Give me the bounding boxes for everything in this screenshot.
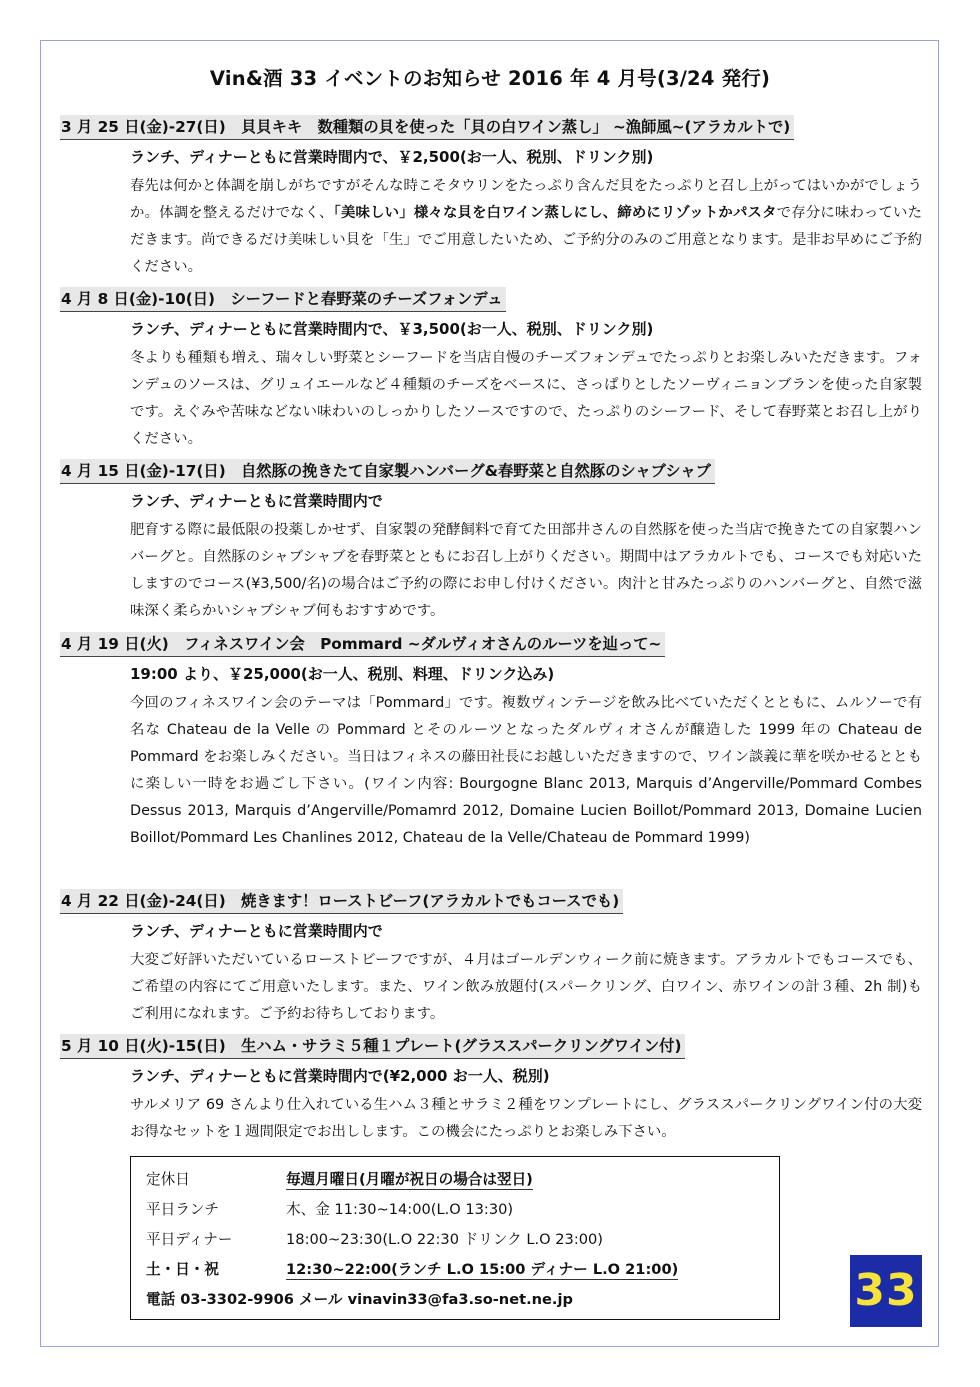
event-section-3 xyxy=(60,459,920,625)
event-price: ランチ、ディナーともに営業時間内で xyxy=(130,922,383,940)
info-value: 18:00~23:30(L.O 22:30 ドリンク L.O 23:00) xyxy=(286,1231,603,1248)
event-heading: 4 月 19 日(火) フィネスワイン会 Pommard ~ダルヴィオさんのルーツを辿って~ xyxy=(60,632,665,657)
event-heading: 5 月 10 日(火)-15(日) 生ハム・サラミ５種１プレート(グラススパークリングワイン付) xyxy=(60,1034,685,1059)
event-description-emphasis: 「美味しい」様々な貝を白ワイン蒸しにし、締めにリゾットかパスタ xyxy=(333,205,777,221)
info-contact-row: 電話 03-3302-9906 メール vinavin33@fa3.so-net.ne.jp xyxy=(146,1291,573,1308)
info-weekend-row xyxy=(146,1258,678,1279)
event-description: サルメリア 69 さんより仕入れている生ハム３種とサラミ２種をワンプレートにし、グラススパークリングワイン付の大変お得なセットを１週間限定でお出しします。この機会にたっぷりとお楽しみ下さい。 xyxy=(130,1097,922,1140)
event-description xyxy=(130,173,922,281)
event-section-2 xyxy=(60,287,920,453)
info-label: 土・日・祝 xyxy=(146,1261,219,1278)
event-heading: 4 月 8 日(金)-10(日) シーフードと春野菜のチーズフォンデュ xyxy=(60,287,506,312)
event-price: 19:00 より、￥25,000(お一人、税別、料理、ドリンク込み) xyxy=(130,665,555,683)
event-heading: 4 月 22 日(金)-24(日) 焼きます！ローストビーフ(アラカルトでもコースでも) xyxy=(60,889,623,914)
event-description: 大変ご好評いただいているローストビーフですが、４月はゴールデンウィーク前に焼きます。アラカルトでもコースでも、ご希望の内容にてご用意いたします。また、ワイン飲み放題付(スパークリング、白ワイン、赤ワインの計３種、2h 制)もご利用になれます。ご予約お待ちしております。 xyxy=(130,952,922,1022)
event-section-6 xyxy=(60,1034,920,1146)
info-label: 平日ディナー xyxy=(146,1231,233,1248)
page-title: Vin&酒 33 イベントのお知らせ 2016 年 4 月号(3/24 発行) xyxy=(209,67,771,90)
event-price: ランチ、ディナーともに営業時間内で xyxy=(130,492,383,510)
info-label: 定休日 xyxy=(146,1171,190,1188)
event-price: ランチ、ディナーともに営業時間内で、￥3,500(お一人、税別、ドリンク別) xyxy=(130,320,654,338)
event-description-text: で存分に味わっていただきます。尚できるだけ美味しい貝を「生」でご用意したいため、ご予約分のみのご用意となります。是非お早めにご予約ください。 xyxy=(130,205,922,275)
event-section-4 xyxy=(60,632,920,852)
event-heading: 3 月 25 日(金)-27(日) 貝貝キキ 数種類の貝を使った「貝の白ワイン蒸し」 ~漁師風~(アラカルトで) xyxy=(60,115,794,140)
info-value: 毎週月曜日(月曜が祝日の場合は翌日) xyxy=(286,1171,533,1188)
info-dinner-row xyxy=(146,1228,603,1249)
event-description: 肥育する際に最低限の投薬しかせず、自家製の発酵飼料で育てた田部井さんの自然豚を使った当店で挽きたての自家製ハンバーグと。自然豚のシャブシャブを春野菜とともにお召し上がりください。期間中はアラカルトでも、コースでも対応いたしますのでコース(¥3,500/名)の場合はご予約の際にお申し付けください。肉汁と甘みたっぷりのハンバーグと、自然で滋味深く柔らかいシャブシャブ何もおすすめです。 xyxy=(130,522,922,619)
info-lunch-row xyxy=(146,1198,513,1219)
event-section-5 xyxy=(60,889,920,1028)
event-description-text: 春先は何かと体調を崩しがちですがそんな時こそタウリンをたっぷり含んだ貝をたっぷりと召し上がってはいかがでしょうか。体調を整えるだけでなく、 xyxy=(130,178,922,221)
event-heading: 4 月 15 日(金)-17(日) 自然豚の挽きたて自家製ハンバーグ&春野菜と自然豚のシャブシャブ xyxy=(60,459,715,484)
event-price: ランチ、ディナーともに営業時間内で(¥2,000 お一人、税別) xyxy=(130,1067,550,1085)
info-value: 12:30~22:00(ランチ L.O 15:00 ディナー L.O 21:00) xyxy=(286,1261,679,1278)
event-price: ランチ、ディナーともに営業時間内で、￥2,500(お一人、税別、ドリンク別) xyxy=(130,148,654,166)
event-description: 冬よりも種類も増え、瑞々しい野菜とシーフードを当店自慢のチーズフォンデュでたっぷりとお楽しみいただきます。フォンデュのソースは、グリュイエールなど４種類のチーズをベースに、さっぱりとしたソーヴィニョンブランを使った自家製です。えぐみや苦味などない味わいのしっかりしたソースですので、たっぷりのシーフード、そして春野菜とお召し上がりください。 xyxy=(130,350,922,447)
event-section-1 xyxy=(60,115,920,281)
info-label: 平日ランチ xyxy=(146,1201,219,1218)
store-info-box xyxy=(130,1156,780,1320)
info-closed-row xyxy=(146,1168,533,1189)
issue-number-badge: 33 xyxy=(850,1255,922,1327)
info-value: 木、金 11:30~14:00(L.O 13:30) xyxy=(286,1201,514,1218)
event-description: 今回のフィネスワイン会のテーマは「Pommard」です。複数ヴィンテージを飲み比べていただくとともに、ムルソーで有名な Chateau de la Velle の Pommard とそのルーツとなったダルヴィオさんが醸造した 1999 年の Chateau de Pommard をお楽しみください。当日はフィネスの藤田社長にお越しいただきますので、ワイン談義に華を咲かせるとともに楽しい一時をお過ごし下さい。(ワイン内容: Bourgogne Blanc 2013, Marquis d’Angerville/Pommard Combes Dessus 2013, Marquis d’Angerville/Pomamrd 2012, Domaine Lucien Boillot/Pommard 2013, Domaine Lucien Boillot/Pommard Les Chanlines 2012, Chateau de la Velle/Chateau de Pommard 1999) xyxy=(130,695,922,846)
